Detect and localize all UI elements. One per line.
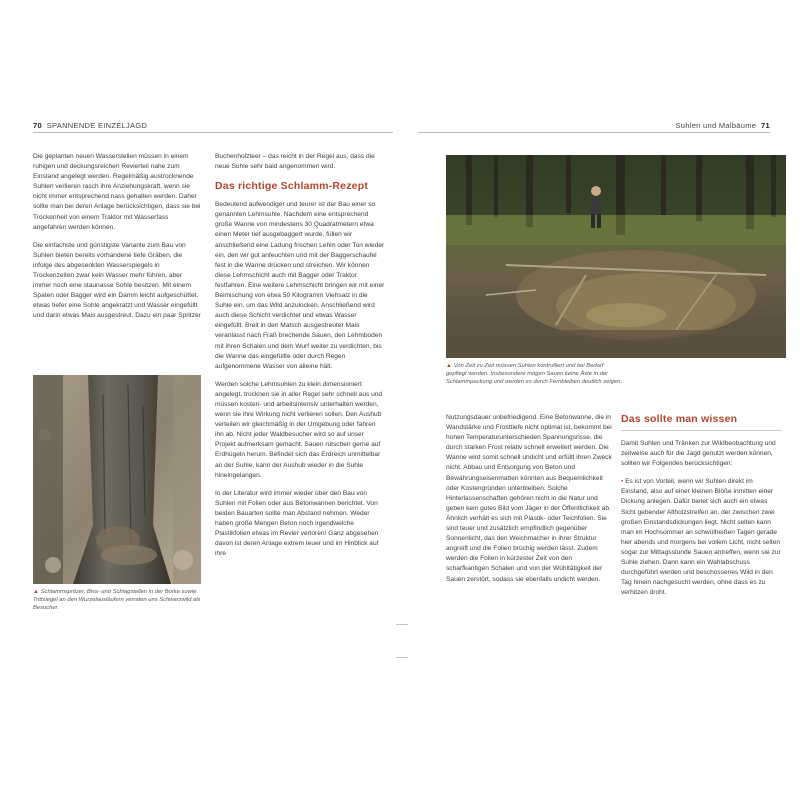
tree-trunk-photo [33,375,201,584]
left-running-header [33,121,147,130]
right-running-title: Suhlen und Malbäume [675,121,757,130]
wallow-photo-caption [446,362,624,387]
caption-text: Von Zeit zu Zeit müssen Suhlen kontrolliert und bei Bedarf gepflegt werden. Insbesondere mögen Sauen keine Äste in der Schlammpackung und werden es durch Fernbleiben deutlich zeigen. [446,363,622,386]
gutter-mark [396,657,408,658]
left-column-2 [215,152,385,567]
paragraph: Nutzungsdauer unbefriedigend. Eine Betonwanne, die in Wandstärke und Frosttiefe nicht optimal ist, bekommt bei hohen Temperaturunterschieden Spannungsrisse, die durch starken Frost relativ schnell erweitert werden. Die Wanne wird somit schnell undicht und erfüllt ihren Zweck nicht. Abbau und Entsorgung von Beton und Bewährungseisenmatten könnten aus Bequemlichkeit oder Kostengründen unterbleiben. Solche Hinterlassenschaften gehören nicht in die Natur und geben kein gutes Bild vom Jäger in der Öffentlichkeit ab. Ähnlich verhält es sich mit Plastik- oder Teichfolien. Sie sind teuer und zusätzlich empfindlich gegenüber Sonnenlicht, das den Weichmacher in ihrer Struktur angreift und die Folien brüchig werden lässt. Zudem werden die Folien in kürzester Zeit von den scharfkantigen Schalen und von der Wühltätigkeit der Sauen zerstört, sodass sie ebenfalls undicht werden. [446,414,612,583]
paragraph: Damit Suhlen und Tränken zur Wildbeobachtung und zeitweise auch für die Jagd genutzt werden können, sollten wir Folgendes berücksichtigen: [621,440,776,468]
caption-marker-icon: ▲ [446,363,452,369]
paragraph: Buchenholzteer – das reicht in der Regel aus, dass die neue Suhle sehr bald angenommen wird. [215,153,375,171]
right-column-2 [621,413,781,606]
left-running-title: SPANNENDE EINZELJAGD [46,121,148,130]
left-page-number: 70 [33,121,42,130]
caption-text: Schlammspritzer, Biss- und Schlagstellen in der Borke sowie Trittsiegel an den Wurzelausläufern verraten uns Schwarzwild als Besucher. [33,589,201,612]
paragraph: Die einfachste und günstigste Variante zum Bau von Suhlen bieten bereits vorhandene tiefe Gräben, die infolge des abgesenkten Wasserspiegels in Trockenzeiten zwar kein Wasser mehr führen, aber immer noch eine staunasse Sohle besitzen. Mit einem Spaten oder Bagger wird ein Damm leicht aufgeschüttet, etwas tiefer eine Sohle angekratzt und Wasser eingefüllt und darin etwas Mais ausgestreut. Dazu ein paar Spritzer [33,241,201,320]
right-header-rule [418,132,770,133]
bullet-paragraph [621,477,781,598]
bullet-icon: • [621,478,624,486]
right-running-header [676,121,771,130]
section-heading-schlamm-rezept: Das richtige Schlamm-Rezept [215,180,369,193]
right-page-number: 71 [761,121,770,130]
paragraph: Die geplanten neuen Wasserstellen müssen in einem ruhigen und deckungsreichen Revierteil nahe zum Einstand angelegt werden. Regelmäßig austrocknende Suhlen verlieren rasch ihre Anziehungskraft, wenn sie nicht immer entsprechend nass gehalten werden. Daher sollte man bei deren Anlage berücksichtigen, dass sie bei Trockenheit von einem Traktor mit Wasserfass angefahren werden können. [33,153,201,231]
bullet-text: Es ist von Vorteil, wenn wir Suhlen direkt im Einstand, also auf einer kleinen Blöße inmitten einer Dickung anlegen. Dafür bietet sich auch ein etwas Sicht gebender Altholzstreifen an, der zwischen zwei großen Einstandsdickungen liegt. Nicht selten kann man im Hochsommer an schwülheißen Tagen gerade hier abends und morgens bei vollem Licht, nicht selten sogar zur Mittagsstunde Sauen antreffen, wenn sie zur Suhle ziehen. Dann kann ein Wahlabschuss durchgeführt werden und beschossenes Wild in den Tag hinein nachgesucht werden, ohne dass es zu verhitzen droht. [621,478,781,597]
forest-wallow-photo [446,155,786,358]
section-heading-das-sollte-man-wissen: Das sollte man wissen [621,413,781,431]
left-column-1 [33,152,201,330]
left-header-rule [33,132,393,133]
right-column-1 [446,413,616,593]
tree-photo-caption [33,588,201,613]
paragraph: Bedeutend aufwendiger und teurer ist der Bau einer so genannten Lehmsuhle. Nachdem eine entsprechend große Wanne von mindestens 30 Quadratmetern etwa einen Meter tief ausgebaggert wurde, füllen wir anschließend eine Ladung frischen Lehm oder Ton wieder ein, den wir gut anfeuchten und mit der Baggerschaufel fest in die Wanne drücken und streichen. Wir können diese Lehmschicht auch mit Bagger oder Traktor festfahren. Eine weitere Lehmschicht bringen wir mit einer Beimischung von etwa 50 Kilogramm Viehsalz in die Suhle ein, um das Wild anzulocken. Anschließend wird auch diese Schicht verdichtet und etwas Wasser eingefüllt. Breit in den Matsch ausgestreuter Mais veranlasst nach Fraß brechende Sauen, den Lehmboden mit ihren Schalen und dem Wurf weiter zu verdichten, bis die Wanne das eingefüllte oder durch Regen aufgenommene Wasser von alleine hält. [215,201,385,370]
caption-marker-icon: ▲ [33,589,39,595]
paragraph: Werden solche Lehmsuhlen zu klein dimensioniert angelegt, trocknen sie in aller Regel sehr schnell aus und müssen kosten- und arbeitsintensiv unterhalten werden, wenn sie ihre Wirkung nicht verlieren sollen. Den Aushub verteilen wir gleichmäßig in der Umgebung oder fahren ihn ab. Nicht jeder Waldbesucher wird so auf unser Projekt aufmerksam gemacht. Sauen rutschen gerne auf Erdhügeln herum. Befindet sich das Erdreich unmittelbar an der Suhle, kann der Aushub wieder in die Suhle hineingelangen. [215,380,383,479]
gutter-mark [396,624,408,625]
paragraph: In der Literatur wird immer wieder über den Bau von Suhlen mit Folien oder aus Betonwannen berichtet. Von beiden Bauarten sollte man Abstand nehmen. Weder haben große Mengen Beton noch irgendwelche Plastikfolien etwas im Revier verloren! Ganz abgesehen davon ist deren Anlage extrem teuer und im Hinblick auf ihre [215,489,379,558]
